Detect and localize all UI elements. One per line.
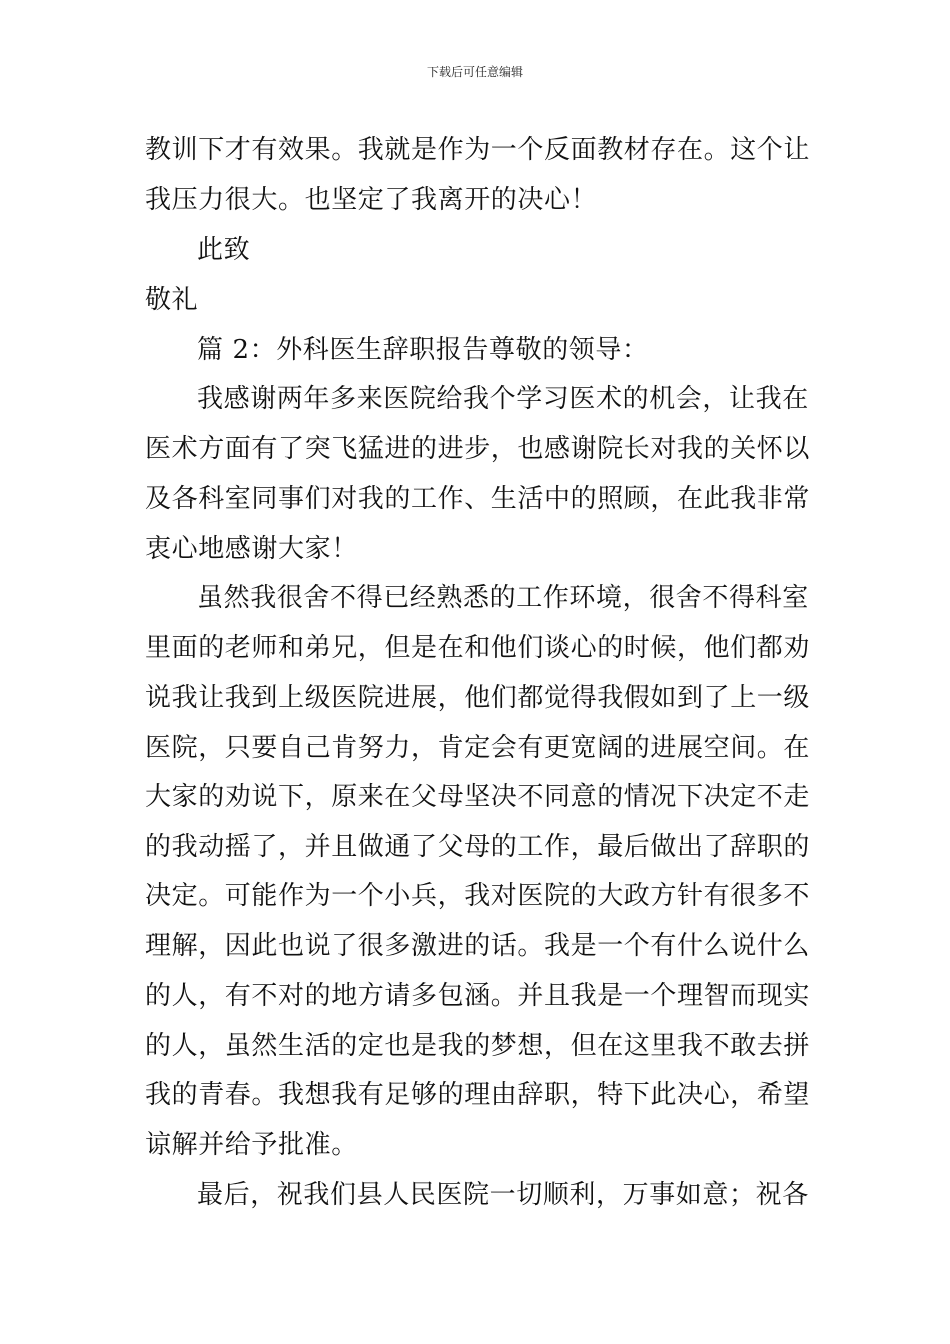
text-line: 我压力很大。也坚定了我离开的决心！ [145,185,598,215]
text-line: 我感谢两年多来医院给我个学习医术的机会，让我在 [197,384,809,414]
text-line: 理解，因此也说了很多激进的话。我是一个有什么说什么 [145,931,811,961]
text-line: 谅解并给予批准。 [145,1130,358,1160]
text-line: 衷心地感谢大家！ [145,534,358,564]
section-title: 篇 2：外科医生辞职报告尊敬的领导： [197,335,649,365]
text-line: 决定。可能作为一个小兵，我对医院的大政方针有很多不 [145,881,811,911]
text-line: 里面的老师和弟兄，但是在和他们谈心的时候，他们都劝 [145,633,811,663]
text-line: 医院，只要自己肯努力，肯定会有更宽阔的进展空间。在 [145,733,811,763]
text-line: 的人，虽然生活的定也是我的梦想，但在这里我不敢去拼 [145,1031,811,1061]
text-line: 大家的劝说下，原来在父母坚决不同意的情况下决定不走 [145,782,811,812]
text-line: 最后，祝我们县人民医院一切顺利，万事如意；祝各 [197,1180,809,1210]
text-line: 虽然我很舍不得已经熟悉的工作环境，很舍不得科室 [197,583,809,613]
text-line: 的我动摇了，并且做通了父母的工作，最后做出了辞职的 [145,832,811,862]
text-line: 教训下才有效果。我就是作为一个反面教材存在。这个让 [145,135,811,165]
closing-salutation: 此致 [197,235,251,265]
text-line: 说我让我到上级医院进展，他们都觉得我假如到了上一级 [145,683,811,713]
header-note: 下载后可任意编辑 [426,65,523,79]
text-line: 的人，有不对的地方请多包涵。并且我是一个理智而现实 [145,981,811,1011]
text-line: 及各科室同事们对我的工作、生活中的照顾，在此我非常 [145,484,811,514]
closing-regards: 敬礼 [145,285,199,315]
text-line: 医术方面有了突飞猛进的进步，也感谢院长对我的关怀以 [145,434,811,464]
text-line: 我的青春。我想我有足够的理由辞职，特下此决心，希望 [145,1080,811,1110]
